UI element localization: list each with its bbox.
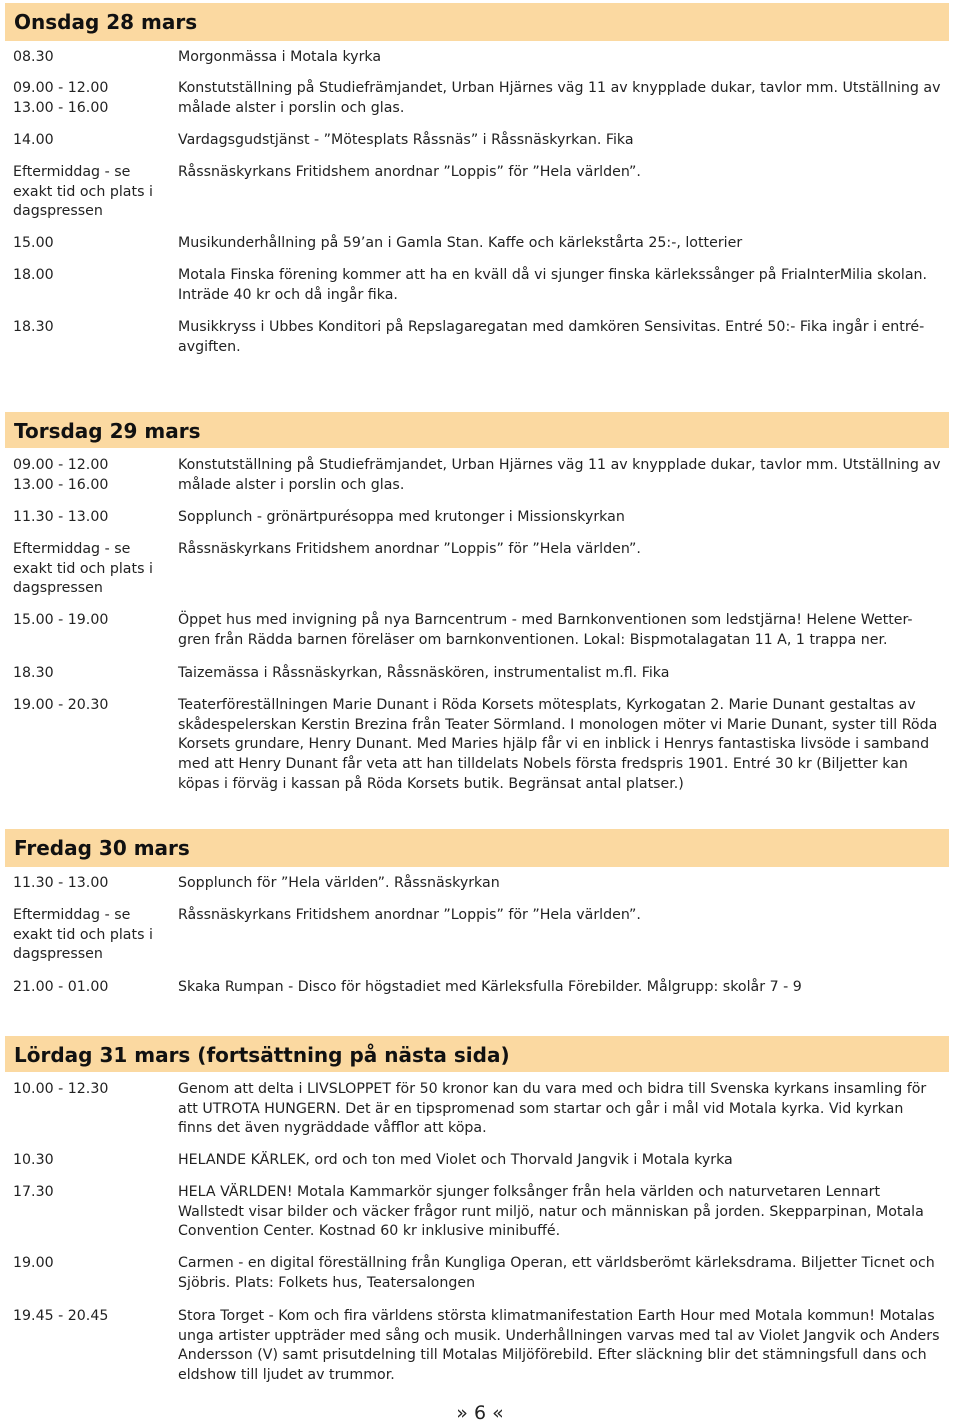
event-time: Eftermiddag - se exakt tid och plats i dagspressen: [13, 907, 153, 963]
event-description: Motala Finska förening kommer att ha en kväll då vi sjunger finska kärlekssånger på FriaInterMilia skolan. Inträde 40 kr och då ingår fika.: [178, 267, 928, 303]
event-time: 19.00 - 20.30: [13, 697, 109, 713]
event-time: 18.30: [13, 319, 54, 335]
day-title: Lördag 31 mars (fortsättning på nästa sida): [14, 1043, 510, 1067]
day-header: [5, 3, 949, 41]
event-description: Råssnäskyrkans Fritidshem anordnar ”Loppis” för ”Hela världen”.: [178, 164, 641, 180]
event-time: 10.30: [13, 1152, 54, 1168]
event-description: HELANDE KÄRLEK, ord och ton med Violet och Thorvald Jangvik i Motala kyrka: [178, 1152, 733, 1168]
event-time: 11.30 - 13.00: [13, 509, 109, 525]
event-description: Sopplunch för ”Hela världen”. Råssnäskyrkan: [178, 875, 500, 891]
event-time: Eftermiddag - se exakt tid och plats i dagspressen: [13, 541, 153, 597]
event-description: Skaka Rumpan - Disco för högstadiet med Kärleksfulla Förebilder. Målgrupp: skolår 7 - 9: [178, 979, 802, 995]
event-time: 17.30: [13, 1184, 54, 1200]
event-time: 19.00: [13, 1255, 54, 1271]
event-description: HELA VÄRLDEN! Motala Kammarkör sjunger folksånger från hela världen och naturvetaren Lennart Wallstedt visar bilder och väcker frågor runt miljö, natur och människan på jorden. Skepparpinan, Motala Convention Center. Kostnad 60 kr inklusive minibuffé.: [178, 1184, 924, 1240]
day-header: [5, 1036, 949, 1072]
event-time: 08.30: [13, 49, 54, 65]
event-description: Konstutställning på Studiefrämjandet, Urban Hjärnes väg 11 av knypplade dukar, tavlor mm. Utställning av målade alster i porslin och glas.: [178, 80, 941, 116]
event-description: Morgonmässa i Motala kyrka: [178, 49, 382, 65]
event-description: Teaterföreställningen Marie Dunant i Röda Korsets mötesplats, Kyrkogatan 2. Marie Dunant gestaltas av skådespelerskan Kerstin Brezina från Teater Sörmland. I monologen möter vi Marie Dunant, syster till Röda Korsets grundare, Henry Dunant. Med Maries hjälp får vi en inblick i Henrys fantastiska livsöde i samband med att Henry Dunant får veta att han tilldelats Nobels första fredspris 1901. Entré 30 kr (Biljetter kan köpas i förväg i kassan på Röda Korsets butik. Begränsat antal platser.): [178, 697, 938, 792]
event-description: Musikkryss i Ubbes Konditori på Repslagaregatan med damkören Sensivitas. Entré 50:- Fika ingår i entré- avgiften.: [178, 319, 925, 355]
event-description: Öppet hus med invigning på nya Barncentrum - med Barnkonventionen som ledstjärna! Helene Wetter- gren från Rädda barnen föreläser om barnkonventionen. Lokal: Bispmotalagatan 11 A, 1 trappa ner.: [178, 612, 913, 648]
day-title: Torsdag 29 mars: [14, 419, 201, 443]
event-time: Eftermiddag - se exakt tid och plats i dagspressen: [13, 164, 153, 220]
event-time: 15.00 - 19.00: [13, 612, 109, 628]
event-time: 18.30: [13, 665, 54, 681]
event-description: Genom att delta i LIVSLOPPET för 50 kronor kan du vara med och bidra till Svenska kyrkans insamling för att UTROTA HUNGERN. Det är en tipspromenad som startar och går i mål vid Motala kyrka. Vid kyrkan finns det även nygräddade våfflor att köpa.: [178, 1081, 927, 1137]
event-time: 14.00: [13, 132, 54, 148]
event-time: 09.00 - 12.00 13.00 - 16.00: [13, 80, 109, 116]
day-title: Fredag 30 mars: [14, 836, 190, 860]
page-number: » 6 «: [456, 1402, 504, 1424]
event-time: 18.00: [13, 267, 54, 283]
event-time: 15.00: [13, 235, 54, 251]
day-header: [5, 412, 949, 448]
event-time: 09.00 - 12.00 13.00 - 16.00: [13, 457, 109, 493]
event-description: Carmen - en digital föreställning från Kungliga Operan, ett världsberömt kärleksdrama. Biljetter Ticnet och Sjöbris. Plats: Folkets hus, Teatersalongen: [178, 1255, 935, 1291]
event-time: 10.00 - 12.30: [13, 1081, 109, 1097]
event-description: Stora Torget - Kom och fira världens största klimatmanifestation Earth Hour med Motala kommun! Motalas unga artister uppträder med sång och musik. Underhållningen varvas med tal av Violet Jangvik och Anders Andersson (V) samt prisutdelning till Motalas Miljöförebild. Efter släckning blir det stämningsfull dans och eldshow till ljudet av trummor.: [178, 1308, 940, 1384]
day-header: [5, 829, 949, 867]
event-time: 11.30 - 13.00: [13, 875, 109, 891]
event-description: Råssnäskyrkans Fritidshem anordnar ”Loppis” för ”Hela världen”.: [178, 907, 641, 923]
event-time: 19.45 - 20.45: [13, 1308, 109, 1324]
event-description: Vardagsgudstjänst - ”Mötesplats Råssnäs” i Råssnäskyrkan. Fika: [178, 132, 634, 148]
event-time: 21.00 - 01.00: [13, 979, 109, 995]
event-description: Taizemässa i Råssnäskyrkan, Råssnäskören, instrumentalist m.fl. Fika: [178, 665, 670, 681]
event-description: Råssnäskyrkans Fritidshem anordnar ”Loppis” för ”Hela världen”.: [178, 541, 641, 557]
event-description: Musikunderhållning på 59’an i Gamla Stan. Kaffe och kärlekstårta 25:-, lotterier: [178, 235, 743, 251]
event-description: Konstutställning på Studiefrämjandet, Urban Hjärnes väg 11 av knypplade dukar, tavlor mm. Utställning av målade alster i porslin och glas.: [178, 457, 941, 493]
event-description: Sopplunch - grönärtpurésoppa med krutonger i Missionskyrkan: [178, 509, 625, 525]
day-title: Onsdag 28 mars: [14, 10, 198, 34]
